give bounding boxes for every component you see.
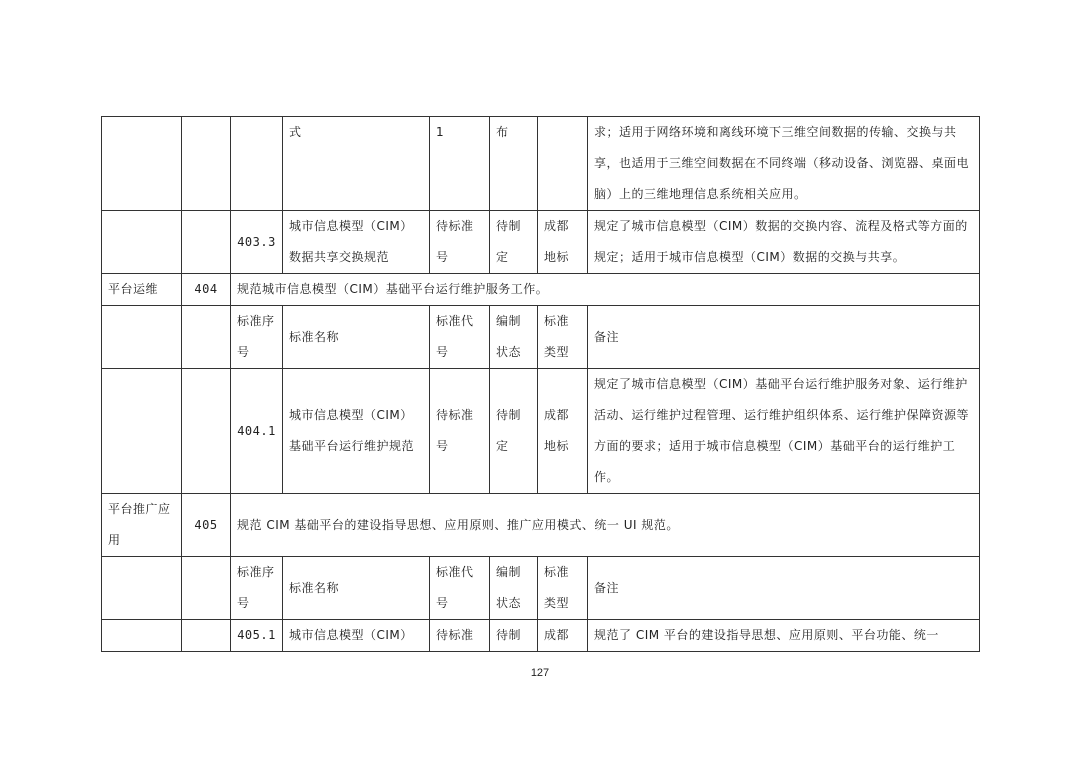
column-header-code: 标准代号 xyxy=(430,557,490,620)
code-cell: 404 xyxy=(182,274,231,306)
column-header-serial: 标准序号 xyxy=(231,306,283,369)
standard-code-cell: 1 xyxy=(430,117,490,211)
table-row xyxy=(102,211,980,274)
standards-table xyxy=(101,116,980,652)
status-cell: 待制定 xyxy=(490,369,538,494)
header-row xyxy=(102,557,980,620)
table-row xyxy=(102,369,980,494)
status-cell: 待制定 xyxy=(490,211,538,274)
note-cell: 规范了 CIM 平台的建设指导思想、应用原则、平台功能、统一 xyxy=(588,620,980,652)
serial-cell: 404.1 xyxy=(231,369,283,494)
standard-code-cell: 待标准号 xyxy=(430,369,490,494)
standard-name-cell: 城市信息模型（CIM）数据共享交换规范 xyxy=(283,211,430,274)
status-cell: 布 xyxy=(490,117,538,211)
section-description: 规范城市信息模型（CIM）基础平台运行维护服务工作。 xyxy=(231,274,980,306)
column-header-note: 备注 xyxy=(588,306,980,369)
code-cell xyxy=(182,117,231,211)
note-cell: 求；适用于网络环境和离线环境下三维空间数据的传输、交换与共享，也适用于三维空间数据在不同终端（移动设备、浏览器、桌面电脑）上的三维地理信息系统相关应用。 xyxy=(588,117,980,211)
serial-cell xyxy=(231,117,283,211)
category-cell xyxy=(102,211,182,274)
section-row xyxy=(102,494,980,557)
column-header-status: 编制状态 xyxy=(490,306,538,369)
section-row xyxy=(102,274,980,306)
header-row xyxy=(102,306,980,369)
standard-code-cell: 待标准 xyxy=(430,620,490,652)
table-row xyxy=(102,117,980,211)
page-number: 127 xyxy=(530,667,550,679)
status-cell: 待制 xyxy=(490,620,538,652)
column-header-note: 备注 xyxy=(588,557,980,620)
category-cell xyxy=(102,557,182,620)
column-header-code: 标准代号 xyxy=(430,306,490,369)
code-cell xyxy=(182,306,231,369)
serial-cell: 405.1 xyxy=(231,620,283,652)
type-cell: 成都地标 xyxy=(538,211,588,274)
section-description: 规范 CIM 基础平台的建设指导思想、应用原则、推广应用模式、统一 UI 规范。 xyxy=(231,494,980,557)
category-cell xyxy=(102,117,182,211)
type-cell xyxy=(538,117,588,211)
code-cell xyxy=(182,369,231,494)
column-header-status: 编制状态 xyxy=(490,557,538,620)
note-cell: 规定了城市信息模型（CIM）数据的交换内容、流程及格式等方面的规定；适用于城市信息模型（CIM）数据的交换与共享。 xyxy=(588,211,980,274)
column-header-name: 标准名称 xyxy=(283,306,430,369)
category-cell: 平台推广应用 xyxy=(102,494,182,557)
standard-name-cell: 式 xyxy=(283,117,430,211)
category-cell: 平台运维 xyxy=(102,274,182,306)
type-cell: 成都 xyxy=(538,620,588,652)
standard-name-cell: 城市信息模型（CIM） xyxy=(283,620,430,652)
column-header-type: 标准类型 xyxy=(538,557,588,620)
note-cell: 规定了城市信息模型（CIM）基础平台运行维护服务对象、运行维护活动、运行维护过程管理、运行维护组织体系、运行维护保障资源等方面的要求；适用于城市信息模型（CIM）基础平台的运行维护工作。 xyxy=(588,369,980,494)
column-header-serial: 标准序号 xyxy=(231,557,283,620)
code-cell xyxy=(182,620,231,652)
type-cell: 成都地标 xyxy=(538,369,588,494)
category-cell xyxy=(102,620,182,652)
code-cell xyxy=(182,557,231,620)
column-header-name: 标准名称 xyxy=(283,557,430,620)
code-cell: 405 xyxy=(182,494,231,557)
standard-name-cell: 城市信息模型（CIM）基础平台运行维护规范 xyxy=(283,369,430,494)
code-cell xyxy=(182,211,231,274)
standard-code-cell: 待标准号 xyxy=(430,211,490,274)
table-row xyxy=(102,620,980,652)
serial-cell: 403.3 xyxy=(231,211,283,274)
category-cell xyxy=(102,306,182,369)
category-cell xyxy=(102,369,182,494)
column-header-type: 标准类型 xyxy=(538,306,588,369)
